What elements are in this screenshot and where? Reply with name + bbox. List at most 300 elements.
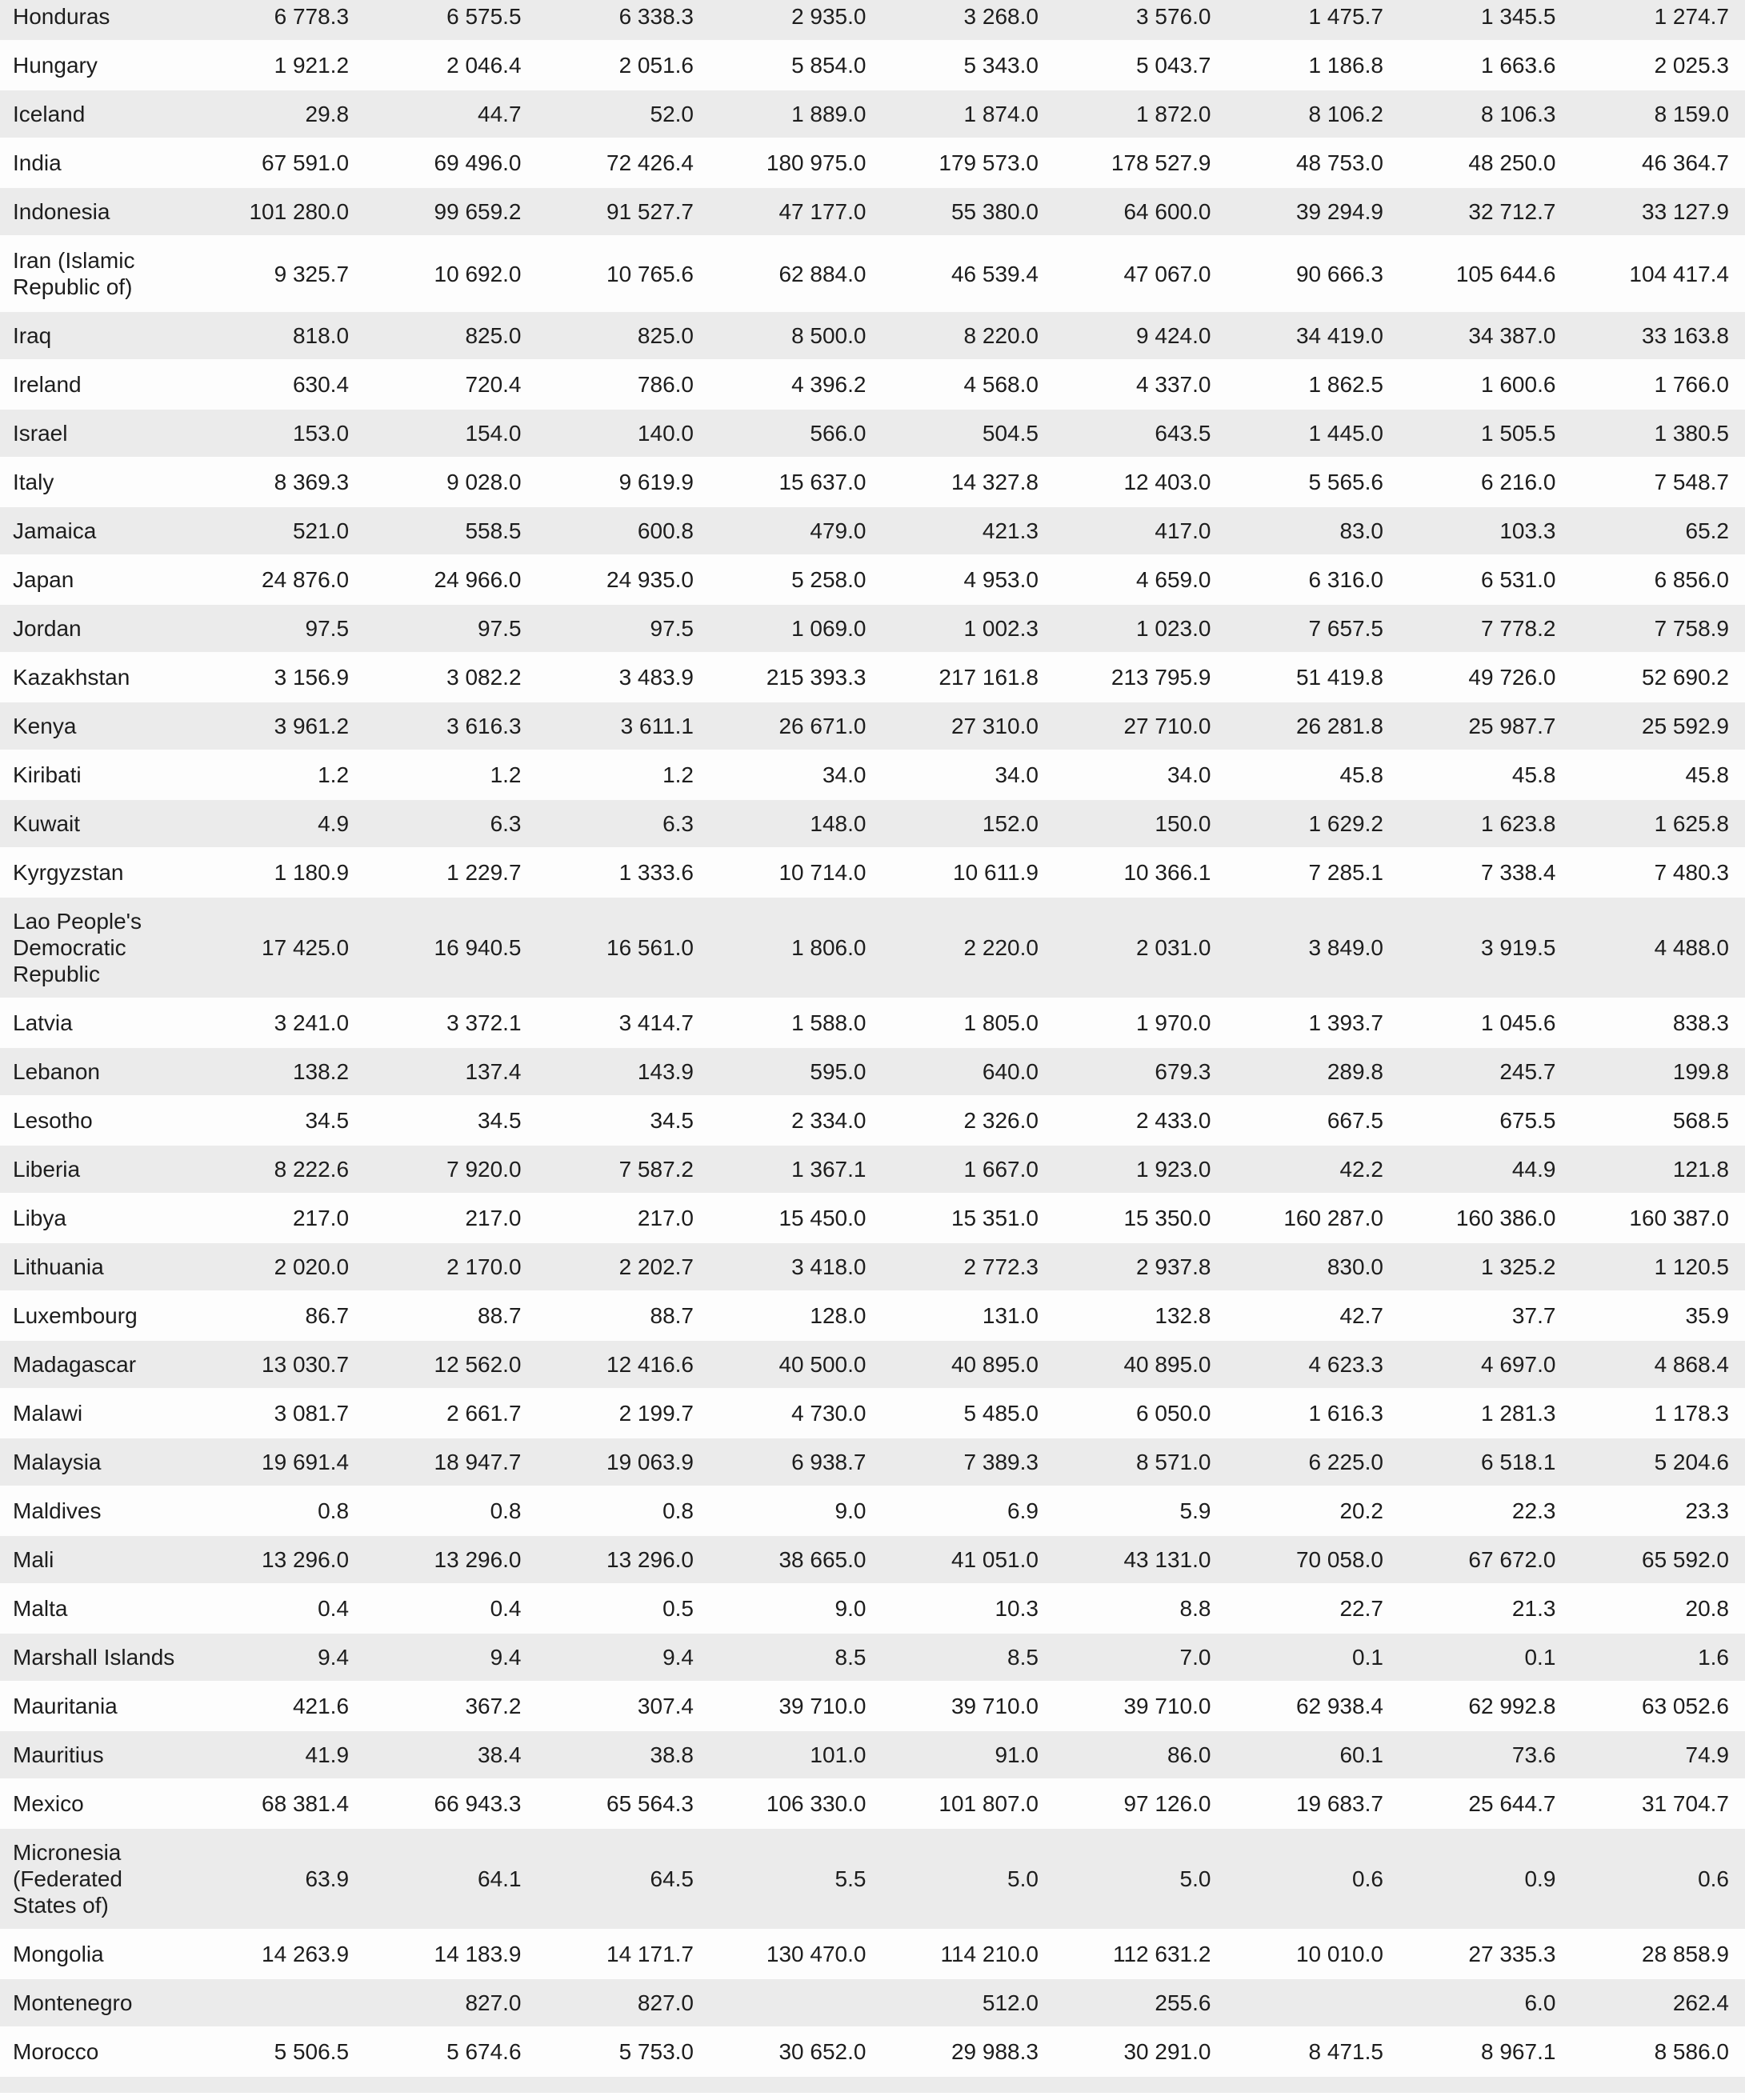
value-cell: 10 366.1 (1055, 849, 1227, 898)
value-cell: 2 051.6 (538, 42, 710, 90)
value-cell: 8 159.0 (1571, 90, 1745, 139)
value-cell: 8.5 (710, 1634, 882, 1682)
country-cell: India (0, 139, 193, 188)
value-cell: 667.5 (1227, 1097, 1399, 1146)
value-cell: 1 333.6 (538, 849, 710, 898)
value-cell: 4 396.2 (710, 361, 882, 410)
value-cell: 64 600.0 (1055, 188, 1227, 237)
value-cell: 8 571.0 (1055, 1438, 1227, 1487)
value-cell: 3 418.0 (710, 1243, 882, 1292)
value-cell: 10 010.0 (1227, 1930, 1399, 1979)
country-cell: Hungary (0, 42, 193, 90)
value-cell: 37.7 (1399, 1292, 1571, 1341)
country-cell: Mexico (0, 1780, 193, 1829)
value-cell: 1 069.0 (710, 605, 882, 654)
value-cell: 13 296.0 (365, 1536, 537, 1585)
value-cell: 1 862.5 (1227, 361, 1399, 410)
value-cell: 65.2 (1571, 507, 1745, 556)
value-cell: 1 445.0 (1227, 410, 1399, 458)
value-cell: 62 884.0 (710, 237, 882, 312)
value-cell: 25 592.9 (1571, 702, 1745, 751)
country-cell: Maldives (0, 1487, 193, 1536)
table-row (0, 1390, 1745, 1438)
value-cell: 3 483.9 (538, 654, 710, 702)
value-cell: 41.9 (193, 1731, 365, 1780)
value-cell: 2 025.3 (1571, 42, 1745, 90)
value-cell: 213 795.9 (1055, 654, 1227, 702)
value-cell: 5 565.6 (1227, 458, 1399, 507)
value-cell: 6 938.7 (710, 1438, 882, 1487)
value-cell: 6.9 (882, 1487, 1054, 1536)
value-cell: 6 225.0 (1227, 1438, 1399, 1487)
table-row (0, 751, 1745, 800)
value-cell: 20.8 (1571, 1585, 1745, 1634)
value-cell: 45.8 (1571, 751, 1745, 800)
value-cell: 3 156.9 (193, 654, 365, 702)
value-cell: 2 020.0 (193, 1243, 365, 1292)
country-cell: Latvia (0, 999, 193, 1048)
value-cell: 26 281.8 (1227, 702, 1399, 751)
value-cell: 289.8 (1227, 1048, 1399, 1097)
table-row (0, 1097, 1745, 1146)
value-cell: 1 663.6 (1399, 42, 1571, 90)
value-cell: 1 600.6 (1399, 361, 1571, 410)
value-cell: 7 389.3 (882, 1438, 1054, 1487)
value-cell: 67 591.0 (193, 139, 365, 188)
value-cell: 128.0 (710, 1292, 882, 1341)
value-cell: 34 419.0 (1227, 312, 1399, 361)
country-cell: Kazakhstan (0, 654, 193, 702)
value-cell: 2 326.0 (882, 1097, 1054, 1146)
value-cell: 558.5 (365, 507, 537, 556)
value-cell: 28 858.9 (1571, 1930, 1745, 1979)
value-cell: 105 644.6 (1399, 237, 1571, 312)
value-cell: 34.0 (882, 751, 1054, 800)
country-cell: Italy (0, 458, 193, 507)
value-cell: 97.5 (365, 605, 537, 654)
value-cell: 48 753.0 (1227, 139, 1399, 188)
value-cell: 13 030.7 (193, 1341, 365, 1390)
value-cell: 65 592.0 (1571, 1536, 1745, 1585)
value-cell: 138.2 (193, 1048, 365, 1097)
value-cell: 720.4 (365, 361, 537, 410)
value-cell: 7.0 (1055, 1634, 1227, 1682)
value-cell: 30 652.0 (710, 2028, 882, 2077)
value-cell: 1 588.0 (710, 999, 882, 1048)
value-cell: 595.0 (710, 1048, 882, 1097)
value-cell: 86.7 (193, 1292, 365, 1341)
value-cell: 8 500.0 (710, 312, 882, 361)
value-cell: 10 765.6 (538, 237, 710, 312)
value-cell: 32 712.7 (1399, 188, 1571, 237)
value-cell: 112 631.2 (1055, 1930, 1227, 1979)
value-cell: 1 274.7 (1571, 0, 1745, 42)
value-cell: 217 161.8 (882, 654, 1054, 702)
value-cell (193, 1979, 365, 2028)
value-cell: 4 868.4 (1571, 1341, 1745, 1390)
value-cell: 7 338.4 (1399, 849, 1571, 898)
value-cell: 43 131.0 (1055, 1536, 1227, 1585)
table-row (0, 605, 1745, 654)
value-cell: 29.8 (193, 90, 365, 139)
value-cell: 29 988.3 (882, 2028, 1054, 2077)
value-cell: 14 171.7 (538, 1930, 710, 1979)
table-row (0, 898, 1745, 999)
value-cell: 16 561.0 (538, 898, 710, 999)
value-cell: 86.0 (1055, 1731, 1227, 1780)
value-cell: 62 992.8 (1399, 1682, 1571, 1731)
value-cell: 521.0 (193, 507, 365, 556)
table-row (0, 1243, 1745, 1292)
value-cell: 90 666.3 (1227, 237, 1399, 312)
country-cell: Iceland (0, 90, 193, 139)
value-cell: 48 250.0 (1399, 139, 1571, 188)
value-cell: 180 975.0 (710, 139, 882, 188)
value-cell: 19 063.9 (538, 1438, 710, 1487)
value-cell: 39 710.0 (710, 1682, 882, 1731)
value-cell: 1 923.0 (1055, 1146, 1227, 1194)
country-cell: Jordan (0, 605, 193, 654)
value-cell: 13 296.0 (538, 1536, 710, 1585)
country-cell: Luxembourg (0, 1292, 193, 1341)
value-cell: 3 611.1 (538, 702, 710, 751)
value-cell: 1 806.0 (710, 898, 882, 999)
value-cell: 5 506.5 (193, 2028, 365, 2077)
table-row (0, 90, 1745, 139)
value-cell: 7 587.2 (538, 1146, 710, 1194)
value-cell: 5.0 (1055, 1829, 1227, 1930)
value-cell: 38.8 (538, 1731, 710, 1780)
country-cell: Lebanon (0, 1048, 193, 1097)
table-row (0, 361, 1745, 410)
value-cell: 5 485.0 (882, 1390, 1054, 1438)
table-row (0, 42, 1745, 90)
value-cell: 1.6 (1571, 1634, 1745, 1682)
value-cell: 4 659.0 (1055, 556, 1227, 605)
table-row (0, 1930, 1745, 1979)
value-cell: 16 940.5 (365, 898, 537, 999)
value-cell: 5 343.0 (882, 42, 1054, 90)
value-cell: 40 500.0 (710, 1341, 882, 1390)
value-cell: 49 726.0 (1399, 654, 1571, 702)
value-cell: 39 294.9 (1227, 188, 1399, 237)
value-cell: 1 345.5 (1399, 0, 1571, 42)
value-cell: 137.4 (365, 1048, 537, 1097)
value-cell: 245.7 (1399, 1048, 1571, 1097)
value-cell: 10 611.9 (882, 849, 1054, 898)
value-cell: 38 665.0 (710, 1536, 882, 1585)
value-cell: 2 772.3 (882, 1243, 1054, 1292)
value-cell: 15 350.0 (1055, 1194, 1227, 1243)
value-cell: 10.3 (882, 1585, 1054, 1634)
value-cell: 15 637.0 (710, 458, 882, 507)
value-cell: 7 480.3 (1571, 849, 1745, 898)
value-cell: 25 987.7 (1399, 702, 1571, 751)
table-row (0, 410, 1745, 458)
value-cell: 7 548.7 (1571, 458, 1745, 507)
value-cell: 62 938.4 (1227, 1682, 1399, 1731)
value-cell: 0.5 (538, 1585, 710, 1634)
value-cell: 8 106.2 (1227, 90, 1399, 139)
value-cell: 8 471.5 (1227, 2028, 1399, 2077)
value-cell: 0.8 (538, 1487, 710, 1536)
value-cell: 1 325.2 (1399, 1243, 1571, 1292)
value-cell: 121.8 (1571, 1146, 1745, 1194)
value-cell: 2 220.0 (882, 898, 1054, 999)
value-cell: 0.1 (1227, 1634, 1399, 1682)
value-cell: 8 222.6 (193, 1146, 365, 1194)
value-cell: 42.2 (1227, 1146, 1399, 1194)
partial-next-row (0, 2077, 1745, 2093)
value-cell: 27 335.3 (1399, 1930, 1571, 1979)
value-cell: 6 316.0 (1227, 556, 1399, 605)
value-cell: 88.7 (365, 1292, 537, 1341)
value-cell: 3 919.5 (1399, 898, 1571, 999)
value-cell: 6 531.0 (1399, 556, 1571, 605)
value-cell: 91 527.7 (538, 188, 710, 237)
value-cell: 88.7 (538, 1292, 710, 1341)
table-row (0, 1292, 1745, 1341)
value-cell: 4 568.0 (882, 361, 1054, 410)
value-cell: 131.0 (882, 1292, 1054, 1341)
country-cell: Morocco (0, 2028, 193, 2077)
value-cell: 140.0 (538, 410, 710, 458)
value-cell: 114 210.0 (882, 1930, 1054, 1979)
value-cell: 104 417.4 (1571, 237, 1745, 312)
value-cell (710, 1979, 882, 2028)
value-cell: 101 807.0 (882, 1780, 1054, 1829)
value-cell: 367.2 (365, 1682, 537, 1731)
value-cell: 38.4 (365, 1731, 537, 1780)
value-cell: 34.0 (1055, 751, 1227, 800)
value-cell: 1 475.7 (1227, 0, 1399, 42)
value-cell: 1 623.8 (1399, 800, 1571, 849)
value-cell: 2 202.7 (538, 1243, 710, 1292)
value-cell: 1 766.0 (1571, 361, 1745, 410)
value-cell: 6.0 (1399, 1979, 1571, 2028)
value-cell: 3 616.3 (365, 702, 537, 751)
table-row (0, 188, 1745, 237)
value-cell: 8.5 (882, 1634, 1054, 1682)
value-cell: 74.9 (1571, 1731, 1745, 1780)
value-cell: 512.0 (882, 1979, 1054, 2028)
value-cell: 3 414.7 (538, 999, 710, 1048)
value-cell: 72 426.4 (538, 139, 710, 188)
table-row (0, 654, 1745, 702)
country-cell: Honduras (0, 0, 193, 42)
table-row (0, 0, 1745, 42)
value-cell: 22.3 (1399, 1487, 1571, 1536)
value-cell: 825.0 (365, 312, 537, 361)
value-cell: 97.5 (193, 605, 365, 654)
value-cell: 160 386.0 (1399, 1194, 1571, 1243)
value-cell: 160 387.0 (1571, 1194, 1745, 1243)
value-cell: 217.0 (193, 1194, 365, 1243)
value-cell: 33 127.9 (1571, 188, 1745, 237)
value-cell: 3 082.2 (365, 654, 537, 702)
country-cell: Libya (0, 1194, 193, 1243)
country-cell: Montenegro (0, 1979, 193, 2028)
value-cell: 1 505.5 (1399, 410, 1571, 458)
country-cell: Mongolia (0, 1930, 193, 1979)
country-cell: Micronesia (Federated States of) (0, 1829, 193, 1930)
table-row (0, 312, 1745, 361)
value-cell: 10 692.0 (365, 237, 537, 312)
value-cell: 12 403.0 (1055, 458, 1227, 507)
value-cell: 91.0 (882, 1731, 1054, 1780)
value-cell: 3 961.2 (193, 702, 365, 751)
table-row (0, 1048, 1745, 1097)
value-cell: 4 953.0 (882, 556, 1054, 605)
value-cell: 825.0 (538, 312, 710, 361)
value-cell: 27 710.0 (1055, 702, 1227, 751)
table-row (0, 1829, 1745, 1930)
value-cell: 2 046.4 (365, 42, 537, 90)
value-cell: 1 625.8 (1571, 800, 1745, 849)
country-cell: Lithuania (0, 1243, 193, 1292)
value-cell: 262.4 (1571, 1979, 1745, 2028)
value-cell: 130 470.0 (710, 1930, 882, 1979)
value-cell: 199.8 (1571, 1048, 1745, 1097)
value-cell: 9.4 (538, 1634, 710, 1682)
country-cell: Iran (Islamic Republic of) (0, 237, 193, 312)
value-cell: 52 690.2 (1571, 654, 1745, 702)
table-row (0, 458, 1745, 507)
value-cell: 600.8 (538, 507, 710, 556)
value-cell: 9.0 (710, 1585, 882, 1634)
value-cell: 2 935.0 (710, 0, 882, 42)
value-cell: 9 028.0 (365, 458, 537, 507)
value-cell: 70 058.0 (1227, 1536, 1399, 1585)
value-cell: 1 805.0 (882, 999, 1054, 1048)
value-cell: 1 874.0 (882, 90, 1054, 139)
value-cell: 63 052.6 (1571, 1682, 1745, 1731)
value-cell: 153.0 (193, 410, 365, 458)
value-cell: 64.1 (365, 1829, 537, 1930)
value-cell: 73.6 (1399, 1731, 1571, 1780)
value-cell: 4 623.3 (1227, 1341, 1399, 1390)
value-cell: 479.0 (710, 507, 882, 556)
value-cell: 44.7 (365, 90, 537, 139)
value-cell: 97.5 (538, 605, 710, 654)
value-cell: 41 051.0 (882, 1536, 1054, 1585)
value-cell: 45.8 (1227, 751, 1399, 800)
table-row (0, 237, 1745, 312)
value-cell: 9 424.0 (1055, 312, 1227, 361)
value-cell: 20.2 (1227, 1487, 1399, 1536)
value-cell: 1 367.1 (710, 1146, 882, 1194)
table-row (0, 849, 1745, 898)
value-cell: 8 586.0 (1571, 2028, 1745, 2077)
value-cell: 7 758.9 (1571, 605, 1745, 654)
value-cell: 178 527.9 (1055, 139, 1227, 188)
value-cell: 3 372.1 (365, 999, 537, 1048)
value-cell: 679.3 (1055, 1048, 1227, 1097)
value-cell: 60.1 (1227, 1731, 1399, 1780)
value-cell: 5 854.0 (710, 42, 882, 90)
value-cell: 3 849.0 (1227, 898, 1399, 999)
value-cell: 1 002.3 (882, 605, 1054, 654)
partial-next-row-cell (0, 2077, 1745, 2093)
value-cell: 160 287.0 (1227, 1194, 1399, 1243)
value-cell: 9.4 (193, 1634, 365, 1682)
value-cell: 30 291.0 (1055, 2028, 1227, 2077)
value-cell: 69 496.0 (365, 139, 537, 188)
value-cell: 1 045.6 (1399, 999, 1571, 1048)
value-cell: 421.6 (193, 1682, 365, 1731)
country-cell: Malawi (0, 1390, 193, 1438)
value-cell: 64.5 (538, 1829, 710, 1930)
value-cell: 101 280.0 (193, 188, 365, 237)
value-cell: 103.3 (1399, 507, 1571, 556)
value-cell: 143.9 (538, 1048, 710, 1097)
value-cell: 18 947.7 (365, 1438, 537, 1487)
table-row (0, 2028, 1745, 2077)
country-cell: Lesotho (0, 1097, 193, 1146)
value-cell: 1 667.0 (882, 1146, 1054, 1194)
value-cell: 1 616.3 (1227, 1390, 1399, 1438)
value-cell: 31 704.7 (1571, 1780, 1745, 1829)
value-cell: 15 351.0 (882, 1194, 1054, 1243)
value-cell: 67 672.0 (1399, 1536, 1571, 1585)
value-cell: 152.0 (882, 800, 1054, 849)
value-cell: 97 126.0 (1055, 1780, 1227, 1829)
value-cell: 15 450.0 (710, 1194, 882, 1243)
value-cell: 45.8 (1399, 751, 1571, 800)
value-cell: 14 183.9 (365, 1930, 537, 1979)
value-cell: 68 381.4 (193, 1780, 365, 1829)
value-cell: 14 327.8 (882, 458, 1054, 507)
country-cell: Madagascar (0, 1341, 193, 1390)
value-cell: 568.5 (1571, 1097, 1745, 1146)
value-cell: 55 380.0 (882, 188, 1054, 237)
value-cell: 7 657.5 (1227, 605, 1399, 654)
value-cell: 4.9 (193, 800, 365, 849)
value-cell: 1.2 (538, 751, 710, 800)
value-cell: 21.3 (1399, 1585, 1571, 1634)
value-cell: 179 573.0 (882, 139, 1054, 188)
table-row (0, 999, 1745, 1048)
value-cell: 5 043.7 (1055, 42, 1227, 90)
value-cell: 1 281.3 (1399, 1390, 1571, 1438)
table-row (0, 507, 1745, 556)
country-cell: Japan (0, 556, 193, 605)
value-cell: 101.0 (710, 1731, 882, 1780)
country-cell: Mali (0, 1536, 193, 1585)
country-cell: Mauritius (0, 1731, 193, 1780)
value-cell: 34.5 (538, 1097, 710, 1146)
value-cell: 1.2 (365, 751, 537, 800)
value-cell: 566.0 (710, 410, 882, 458)
value-cell: 2 661.7 (365, 1390, 537, 1438)
value-cell: 13 296.0 (193, 1536, 365, 1585)
value-cell: 34 387.0 (1399, 312, 1571, 361)
value-cell: 8 220.0 (882, 312, 1054, 361)
value-cell: 1 889.0 (710, 90, 882, 139)
value-cell: 5 204.6 (1571, 1438, 1745, 1487)
value-cell: 8 106.3 (1399, 90, 1571, 139)
value-cell: 1 178.3 (1571, 1390, 1745, 1438)
table-row (0, 1194, 1745, 1243)
value-cell: 46 364.7 (1571, 139, 1745, 188)
value-cell: 786.0 (538, 361, 710, 410)
value-cell: 106 330.0 (710, 1780, 882, 1829)
country-cell: Malaysia (0, 1438, 193, 1487)
table-row (0, 702, 1745, 751)
table-row (0, 1585, 1745, 1634)
value-cell: 827.0 (365, 1979, 537, 2028)
value-cell: 5 674.6 (365, 2028, 537, 2077)
